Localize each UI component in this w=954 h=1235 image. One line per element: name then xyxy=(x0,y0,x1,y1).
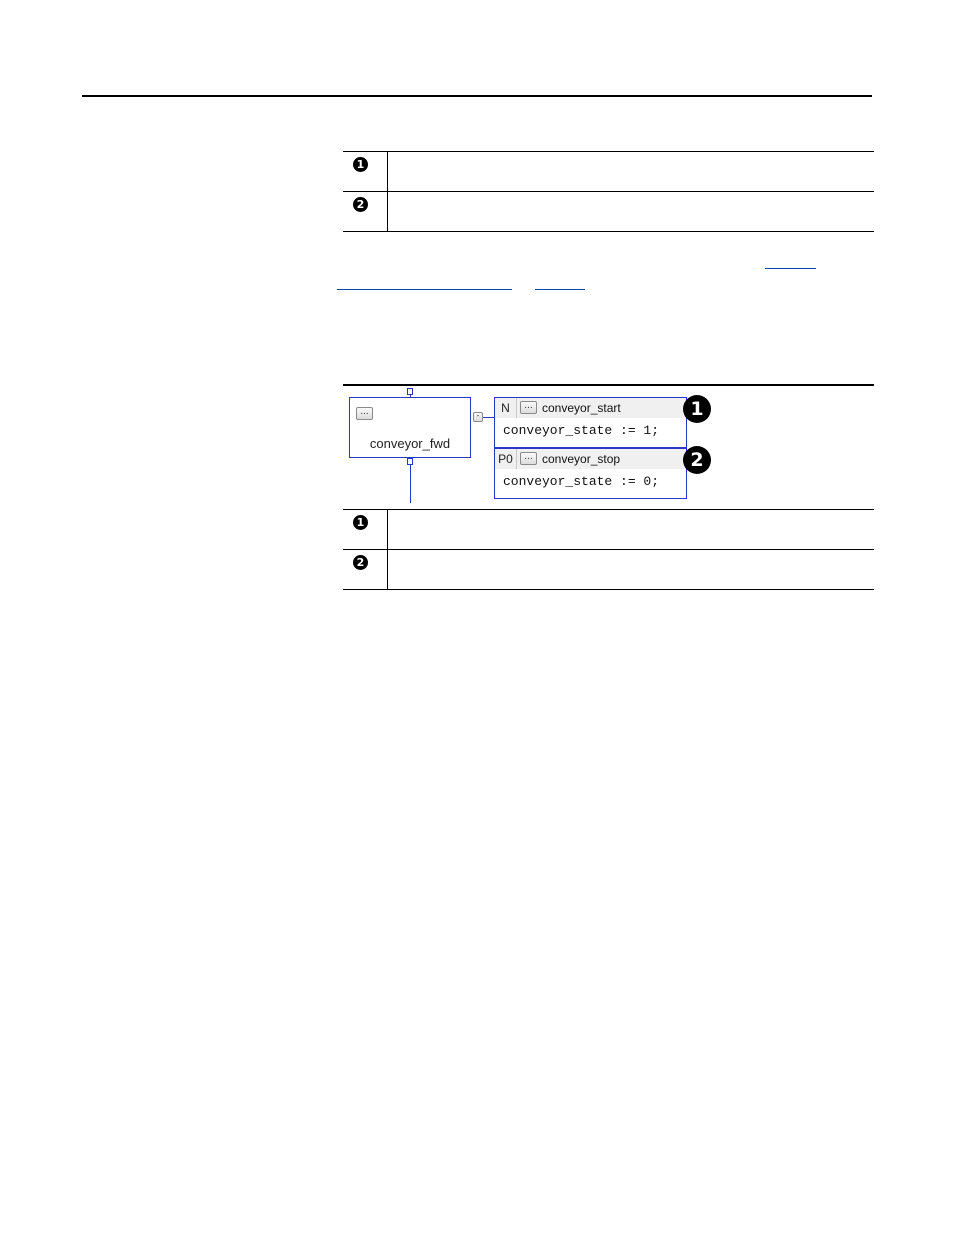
action-conveyor-start[interactable] xyxy=(494,397,687,448)
callout-row xyxy=(343,152,874,192)
step-top-pin[interactable] xyxy=(407,388,413,395)
callout-description xyxy=(388,152,875,192)
callout-number-badge: 1 xyxy=(353,157,368,172)
callout-description xyxy=(388,192,875,232)
action-code[interactable]: conveyor_state := 1; xyxy=(503,423,660,438)
cross-reference-link[interactable] xyxy=(765,268,816,269)
callout-number-badge: 1 xyxy=(353,515,368,530)
action-qualifier[interactable]: P0 xyxy=(495,449,517,469)
action-name: conveyor_start xyxy=(542,401,621,415)
callout-row xyxy=(343,510,874,550)
callout-badge: 2 xyxy=(683,446,711,474)
header-rule xyxy=(82,95,872,97)
wire-to-actions xyxy=(483,417,494,418)
action-browse-button[interactable]: ... xyxy=(520,452,537,465)
wire-bottom xyxy=(410,465,411,503)
action-browse-button[interactable]: ... xyxy=(520,401,537,414)
action-conveyor-stop[interactable] xyxy=(494,448,687,499)
callout-row xyxy=(343,192,874,232)
action-qualifier[interactable]: N xyxy=(495,398,517,418)
callout-number-badge: 2 xyxy=(353,555,368,570)
step-bottom-pin[interactable] xyxy=(407,458,413,465)
step-conveyor-fwd[interactable] xyxy=(349,397,471,458)
action-name: conveyor_stop xyxy=(542,452,621,466)
callout-description xyxy=(388,510,875,550)
step-browse-button[interactable]: ... xyxy=(356,407,373,420)
page-reference-link[interactable] xyxy=(535,289,585,290)
collapse-actions-button[interactable]: - xyxy=(473,412,483,422)
callout-badge: 1 xyxy=(683,395,711,423)
callout-description xyxy=(388,550,875,590)
cross-reference-link[interactable] xyxy=(337,289,512,290)
callout-table-bottom xyxy=(343,509,874,590)
action-code[interactable]: conveyor_state := 0; xyxy=(503,474,660,489)
callout-number-badge: 2 xyxy=(353,197,368,212)
step-name: conveyor_fwd xyxy=(369,436,451,451)
callout-table-top xyxy=(343,151,874,232)
figure-rule xyxy=(343,384,874,386)
callout-row xyxy=(343,550,874,590)
